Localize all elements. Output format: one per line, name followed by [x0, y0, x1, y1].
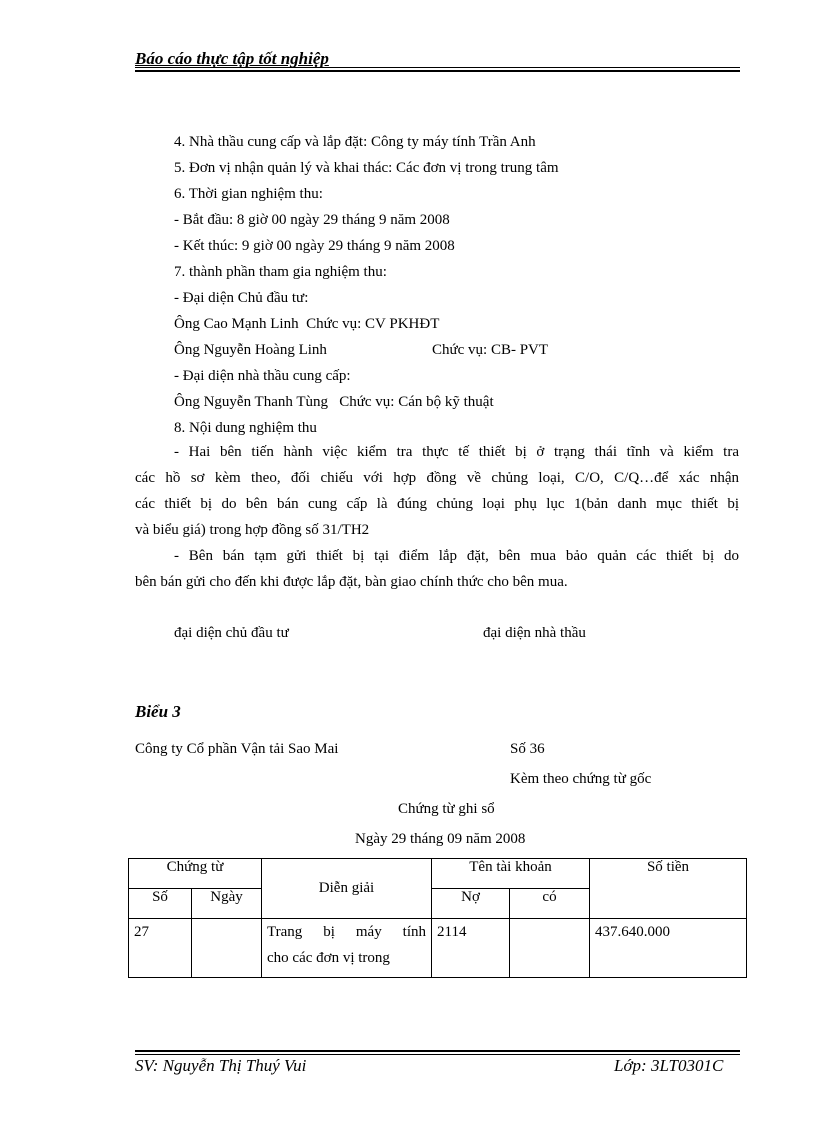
start-time: - Bắt đầu: 8 giờ 00 ngày 29 tháng 9 năm 2008 [174, 212, 450, 228]
owner-rep-2 [135, 341, 739, 367]
attached-note: Kèm theo chứng từ gốc [510, 771, 652, 787]
footer-rule [135, 1054, 740, 1055]
header-debit: Nợ [432, 889, 510, 919]
document-body [135, 133, 739, 595]
item-contractor: 4. Nhà thầu cung cấp và lắp đặt: Công ty máy tính Trần Anh [174, 134, 536, 150]
item-content: 8. Nội dung nghiệm thu [174, 420, 317, 436]
cell-amount: 437.640.000 [590, 919, 747, 978]
contractor-rep-name: Ông Nguyễn Thanh Tùng [174, 394, 329, 410]
header-rule-thick [135, 70, 740, 72]
cell-no: 27 [129, 919, 192, 978]
table-header-row [129, 859, 747, 889]
owner-rep-1-title: Chức vụ: CV PKHĐT [306, 316, 440, 332]
signature-contractor: đại diện nhà thầu [483, 625, 586, 641]
contractor-rep-label: - Đại diện nhà thầu cung cấp: [174, 368, 351, 384]
description-line: Trang bị máy tính [267, 924, 426, 940]
cell-credit [510, 919, 590, 978]
contractor-rep [135, 393, 739, 419]
document-date: Ngày 29 tháng 09 năm 2008 [355, 831, 526, 847]
end-time: - Kết thúc: 9 giờ 00 ngày 29 tháng 9 năm 2008 [174, 238, 455, 254]
paragraph-inspection [135, 439, 739, 543]
footer-class: Lớp: 3LT0301C [614, 1056, 724, 1075]
owner-rep-1 [135, 315, 739, 341]
para2-line: bên bán gửi cho đến khi được lắp đặt, bàn giao chính thức cho bên mua. [135, 574, 568, 590]
document-number: Số 36 [510, 741, 545, 757]
item-participants: 7. thành phần tham gia nghiệm thu: [174, 264, 387, 280]
owner-rep-1-name: Ông Cao Mạnh Linh [174, 316, 299, 332]
item-acceptance-time: 6. Thời gian nghiệm thu: [174, 186, 323, 202]
item-receiver: 5. Đơn vị nhận quản lý và khai thác: Các đơn vị trong trung tâm [174, 160, 559, 176]
document-title: Chứng từ ghi sổ [398, 801, 495, 817]
header-description: Diễn giải [262, 859, 432, 919]
footer-rule-thick [135, 1050, 740, 1052]
owner-rep-2-name: Ông Nguyễn Hoàng Linh [174, 342, 327, 358]
header-voucher: Chứng từ [129, 859, 262, 889]
para2-line: - Bên bán tạm gửi thiết bị tại điểm lắp đặt, bên mua bảo quản các thiết bị do [174, 548, 739, 564]
para1-line: các thiết bị do bên bán cung cấp là đúng chủng loại phụ lục 1(bản danh mục thiết bị [135, 496, 739, 512]
signature-owner: đại diện chủ đầu tư [174, 625, 289, 641]
owner-rep-2-title: Chức vụ: CB- PVT [432, 342, 549, 358]
footer-student: SV: Nguyễn Thị Thuý Vui [135, 1056, 307, 1075]
cell-description [262, 919, 432, 978]
owner-rep-label: - Đại diện Chủ đầu tư: [174, 290, 309, 306]
para1-line: các hồ sơ kèm theo, đối chiếu với hợp đồng về chủng loại, C/O, C/Q…để xác nhận [135, 470, 739, 486]
cell-debit: 2114 [432, 919, 510, 978]
cell-date [192, 919, 262, 978]
description-line: cho các đơn vị trong [267, 950, 390, 966]
paragraph-storage [135, 543, 739, 595]
contractor-rep-title: Chức vụ: Cán bộ kỹ thuật [339, 394, 494, 410]
header-rule [135, 67, 740, 68]
para1-line: - Hai bên tiến hành việc kiểm tra thực tế thiết bị ở trạng thái tĩnh và kiểm tra [174, 444, 739, 460]
ledger-table [128, 858, 747, 978]
header-amount: Số tiền [590, 859, 747, 919]
header-credit: có [510, 889, 590, 919]
company-name: Công ty Cổ phần Vận tải Sao Mai [135, 741, 339, 757]
para1-line: và biểu giá) trong hợp đồng số 31/TH2 [135, 522, 370, 538]
header-voucher-date: Ngày [192, 889, 262, 919]
section-title: Biểu 3 [135, 702, 181, 721]
header-voucher-no: Số [129, 889, 192, 919]
table-row [129, 919, 747, 978]
header-account: Tên tài khoản [432, 859, 590, 889]
page-header-title: Báo cáo thực tập tốt nghiệp [135, 49, 329, 68]
